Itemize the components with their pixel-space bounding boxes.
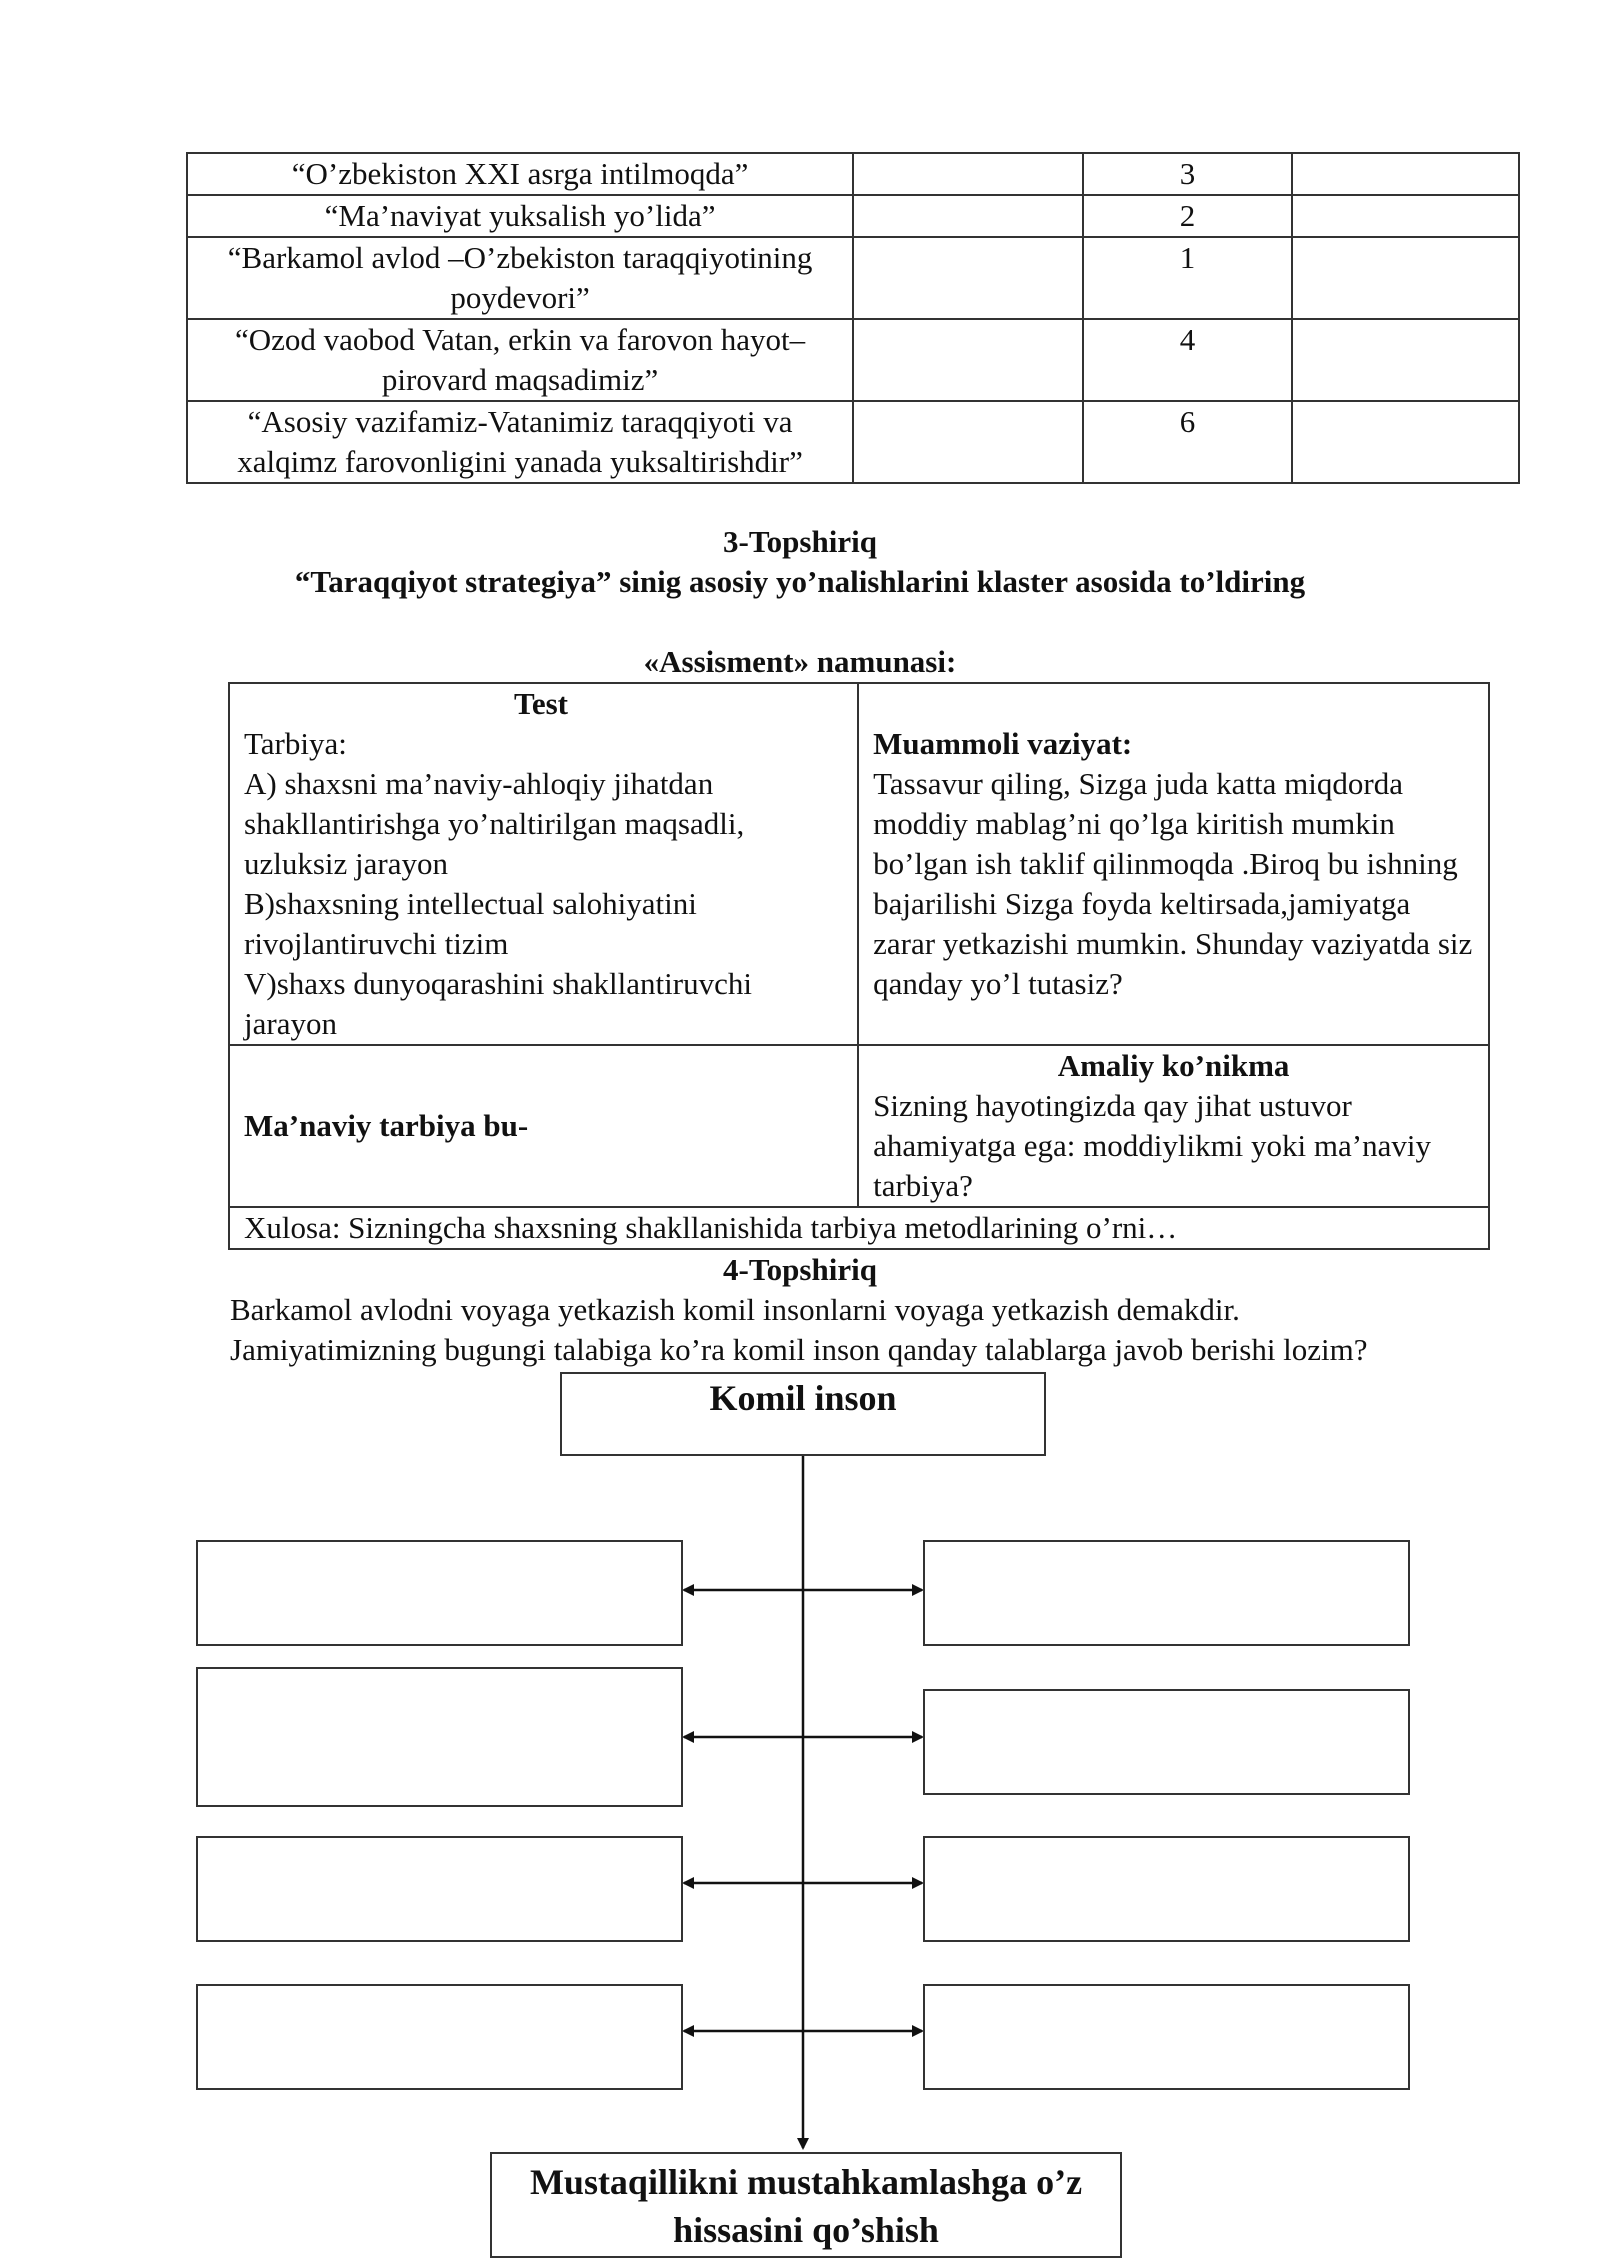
task4-heading: 4-Topshiriq	[723, 1252, 877, 1287]
empty-box-right-4[interactable]	[923, 1984, 1410, 2090]
empty-box-right-1[interactable]	[923, 1540, 1410, 1646]
empty-box-left-4[interactable]	[196, 1984, 683, 2090]
empty-box-left-1[interactable]	[196, 1540, 683, 1646]
test-line: B)shaxsning intellectual salohiyatini rivojlantiruvchi tizim	[244, 886, 697, 961]
assessment-title: «Assisment» namunasi:	[643, 644, 957, 679]
table-cell-number: 6	[1083, 401, 1293, 483]
empty-box-right-3[interactable]	[923, 1836, 1410, 1942]
table-cell-title: “Ma’naviyat yuksalish yo’lida”	[187, 195, 853, 237]
komil-inson-box	[560, 1372, 1046, 1456]
empty-box-right-2[interactable]	[923, 1689, 1410, 1795]
table-cell-number: 3	[1083, 153, 1293, 195]
table-cell-title: “Asosiy vazifamiz-Vatanimiz taraqqiyoti va xalqimz farovonligini yanada yuksaltirishdir”	[187, 401, 853, 483]
test-line: Tarbiya:	[244, 726, 347, 761]
table-cell-number: 1	[1083, 237, 1293, 319]
test-line: V)shaxs dunyoqarashini shakllantiruvchi jarayon	[244, 966, 752, 1041]
task4-line2: Jamiyatimizning bugungi talabiga ko’ra komil inson qanday talablarga javob berishi lozim?	[230, 1332, 1368, 1367]
mustaqillik-box	[490, 2152, 1122, 2258]
task4-line1: Barkamol avlodni voyaga yetkazish komil insonlarni voyaga yetkazish demakdir.	[230, 1292, 1240, 1327]
conclusion-cell: Xulosa: Sizningcha shaxsning shakllanishida tarbiya metodlarining o’rni…	[229, 1207, 1489, 1249]
empty-box-left-3[interactable]	[196, 1836, 683, 1942]
table-cell-title: “O’zbekiston XXI asrga intilmoqda”	[187, 153, 853, 195]
test-header: Test	[514, 686, 568, 721]
empty-box-left-2[interactable]	[196, 1667, 683, 1807]
table-cell-title: “Barkamol avlod –O’zbekiston taraqqiyotining poydevori”	[187, 237, 853, 319]
task3-subheading: “Taraqqiyot strategiya” sinig asosiy yo’nalishlarini klaster asosida to’ldiring	[294, 564, 1306, 599]
problem-text: Tassavur qiling, Sizga juda katta miqdorda moddiy mablag’ni qo’lga kiritish mumkin bo’lgan ish taklif qilinmoqda .Biroq bu ishning bajarilishi Sizga foyda keltirsada,jamiyatga zarar yetkazishi mumkin. Shunday vaziyatda siz qanday yo’l tutasiz?	[873, 766, 1473, 1001]
practical-header: Amaliy ko’nikma	[1057, 1048, 1290, 1083]
table-cell-title: “Ozod vaobod Vatan, erkin va farovon hayot–pirovard maqsadimiz”	[187, 319, 853, 401]
problem-header: Muammoli vaziyat:	[873, 726, 1133, 761]
table-cell-number: 4	[1083, 319, 1293, 401]
practical-text: Sizning hayotingizda qay jihat ustuvor ahamiyatga ega: moddiylikmi yoki ma’naviy tarbiya?	[873, 1088, 1431, 1203]
test-line: A) shaxsni ma’naviy-ahloqiy jihatdan shakllantirishga yo’naltirilgan maqsadli, uzluksiz jarayon	[244, 766, 745, 881]
spiritual-label: Ma’naviy tarbiya bu-	[244, 1108, 529, 1143]
mustaqillik-label: Mustaqillikni mustahkamlashga o’z hissasini qo’shish	[529, 2162, 1083, 2250]
task3-heading: 3-Topshiriq	[723, 524, 877, 559]
komil-inson-label: Komil inson	[709, 1378, 897, 1418]
table-cell-number: 2	[1083, 195, 1293, 237]
